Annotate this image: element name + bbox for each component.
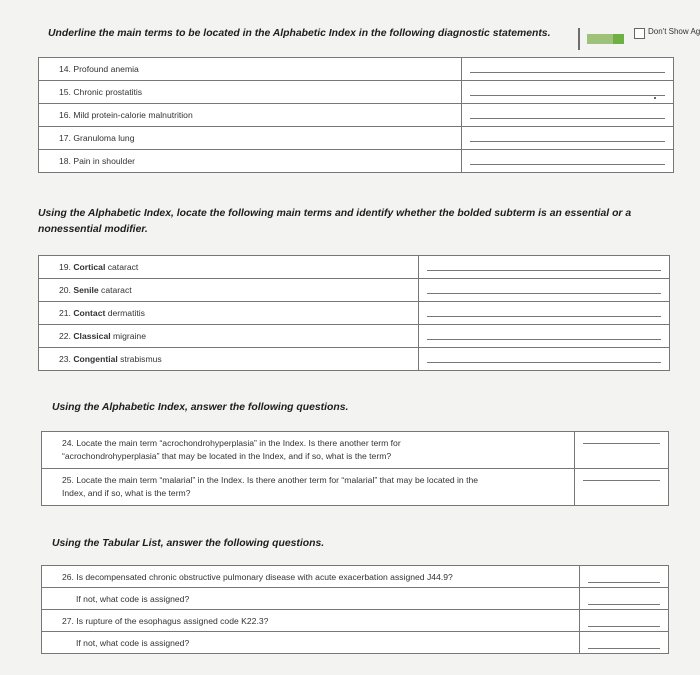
table-row (39, 279, 670, 302)
progress-indicator (587, 34, 624, 44)
table-row (39, 256, 670, 279)
table-row (42, 469, 669, 506)
table-row (42, 588, 669, 610)
question-text: 17. Granuloma lung (39, 127, 462, 150)
section3-instruction: Using the Alphabetic Index, answer the following questions. (52, 402, 349, 413)
section4-instruction: Using the Tabular List, answer the following questions. (52, 538, 325, 549)
answer-cell[interactable] (580, 610, 669, 632)
section4-table (41, 565, 669, 654)
answer-cell[interactable] (419, 279, 670, 302)
question-text: 24. Locate the main term “acrochondrohyperplasia” in the Index. Is there another term for “acrochondrohyperplasia” that may be located in the Index, and if so, what is the term? (42, 432, 575, 469)
section2-instruction: Using the Alphabetic Index, locate the following main terms and identify whether the bolded subterm is an essential or a nonessential modifier. (38, 208, 632, 235)
dont-show-checkbox[interactable] (634, 28, 645, 39)
question-text: 25. Locate the main term “malarial” in the Index. Is there another term for “malarial” that may be located in the Index, and if so, what is the term? (42, 469, 575, 506)
question-text: 16. Mild protein-calorie malnutrition (39, 104, 462, 127)
stray-mark (654, 97, 656, 99)
bolded-subterm: Senile (73, 285, 99, 295)
bolded-subterm: Cortical (73, 262, 106, 272)
answer-cell[interactable] (462, 58, 674, 81)
answer-cell[interactable] (419, 256, 670, 279)
question-text: 27. Is rupture of the esophagus assigned code K22.3? (42, 610, 580, 632)
table-row (39, 104, 674, 127)
table-row (42, 566, 669, 588)
section2-table (38, 255, 670, 371)
answer-cell[interactable] (462, 127, 674, 150)
answer-cell[interactable] (580, 566, 669, 588)
section1-instruction: Underline the main terms to be located in the Alphabetic Index in the following diagnostic statements. (48, 28, 551, 39)
answer-cell[interactable] (580, 632, 669, 654)
overlay-toolbar (578, 28, 698, 50)
table-row (39, 127, 674, 150)
table-row (42, 632, 669, 654)
question-text: If not, what code is assigned? (42, 588, 580, 610)
question-text: 23. Congential strabismus (39, 348, 419, 371)
table-row (39, 58, 674, 81)
answer-cell[interactable] (575, 469, 669, 506)
answer-cell[interactable] (580, 588, 669, 610)
dont-show-label: Don't Show Ag (648, 27, 700, 36)
question-text: 20. Senile cataract (39, 279, 419, 302)
answer-cell[interactable] (462, 81, 674, 104)
table-row (39, 325, 670, 348)
bolded-subterm: Classical (73, 331, 111, 341)
answer-cell[interactable] (419, 325, 670, 348)
answer-cell[interactable] (462, 104, 674, 127)
divider (578, 28, 580, 50)
question-text: 18. Pain in shoulder (39, 150, 462, 173)
answer-cell[interactable] (462, 150, 674, 173)
question-text: 14. Profound anemia (39, 58, 462, 81)
question-text: 21. Contact dermatitis (39, 302, 419, 325)
table-row (42, 610, 669, 632)
answer-cell[interactable] (575, 432, 669, 469)
section1-table (38, 57, 674, 173)
bolded-subterm: Congential (73, 354, 118, 364)
table-row (39, 302, 670, 325)
answer-cell[interactable] (419, 348, 670, 371)
question-text: 15. Chronic prostatitis (39, 81, 462, 104)
question-text: 19. Cortical cataract (39, 256, 419, 279)
table-row (39, 81, 674, 104)
question-text: 22. Classical migraine (39, 325, 419, 348)
table-row (39, 150, 674, 173)
section3-table (41, 431, 669, 506)
table-row (39, 348, 670, 371)
question-text: 26. Is decompensated chronic obstructive pulmonary disease with acute exacerbation assigned J44.9? (42, 566, 580, 588)
bolded-subterm: Contact (73, 308, 106, 318)
table-row (42, 432, 669, 469)
answer-cell[interactable] (419, 302, 670, 325)
question-text: If not, what code is assigned? (42, 632, 580, 654)
